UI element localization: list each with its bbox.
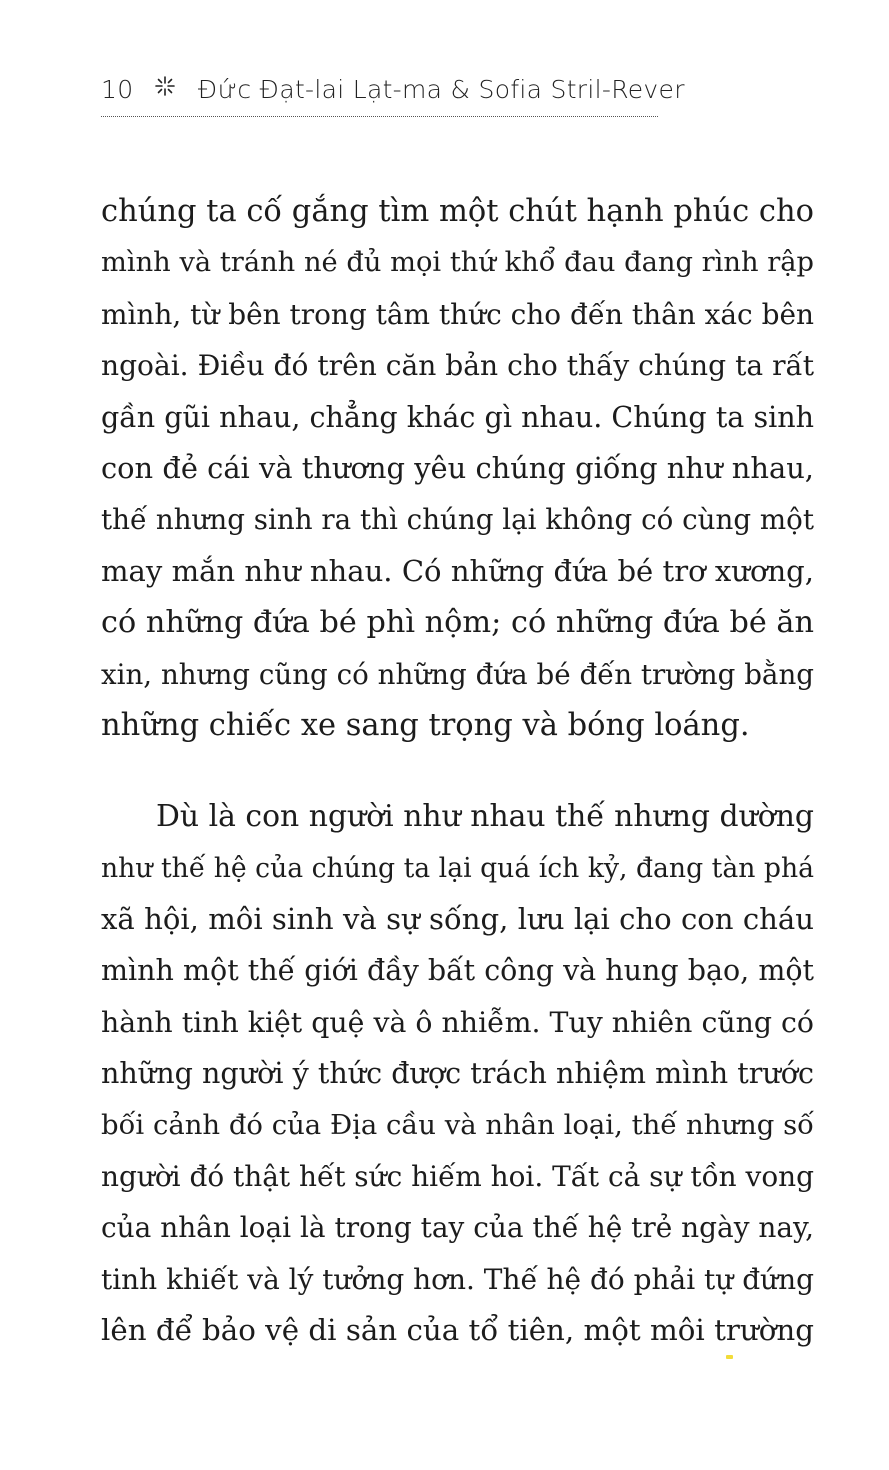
- page-number: 10: [101, 75, 134, 104]
- text-line: chúng ta cố gắng tìm một chút hạnh phúc cho: [101, 194, 814, 229]
- running-title: Đức Đạt-lai Lạt-ma & Sofia Stril-Rever: [197, 75, 685, 104]
- text-line: của nhân loại là trong tay của thế hệ trẻ ngày nay,: [101, 1211, 814, 1245]
- text-line: may mắn như nhau. Có những đứa bé trơ xương,: [101, 553, 814, 588]
- text-line: con đẻ cái và thương yêu chúng giống như nhau,: [101, 450, 814, 485]
- paragraph-1: [101, 186, 814, 751]
- text-line: thế nhưng sinh ra thì chúng lại không có cùng một: [101, 503, 814, 537]
- text-line: mình, từ bên trong tâm thức cho đến thân xác bên: [101, 297, 814, 331]
- text-line: những người ý thức được trách nhiệm mình trước: [101, 1056, 814, 1091]
- text-line: Dù là con người như nhau thế nhưng dường: [156, 799, 814, 835]
- text-line: xin, nhưng cũng có những đứa bé đến trường bằng: [101, 657, 814, 691]
- text-line: có những đứa bé phì nộm; có những đứa bé ăn: [101, 605, 814, 641]
- running-header: [101, 72, 685, 108]
- text-line: mình một thế giới đầy bất công và hung bạo, một: [101, 954, 814, 988]
- text-line: lên để bảo vệ di sản của tổ tiên, một môi trường: [101, 1313, 814, 1348]
- text-line: người đó thật hết sức hiếm hoi. Tất cả sự tồn vong: [101, 1160, 814, 1194]
- text-line: mình và tránh né đủ mọi thứ khổ đau đang rình rập: [101, 247, 814, 279]
- header-divider: [101, 116, 658, 117]
- body-text: [101, 186, 814, 1357]
- text-line: những chiếc xe sang trọng và bóng loáng.: [101, 707, 750, 743]
- text-line: bối cảnh đó của Địa cầu và nhân loại, thế nhưng số: [101, 1108, 814, 1141]
- text-line: ngoài. Điều đó trên căn bản cho thấy chúng ta rất: [101, 349, 814, 383]
- text-line: xã hội, môi sinh và sự sống, lưu lại cho con cháu: [101, 902, 814, 937]
- text-line: như thế hệ của chúng ta lại quá ích kỷ, đang tàn phá: [101, 852, 814, 884]
- asterisk-ornament-icon: [154, 71, 176, 107]
- text-line: gần gũi nhau, chẳng khác gì nhau. Chúng ta sinh: [101, 399, 814, 434]
- text-line: hành tinh kiệt quệ và ô nhiễm. Tuy nhiên cũng có: [101, 1005, 814, 1039]
- scan-speck: [726, 1355, 733, 1359]
- paragraph-2: [101, 791, 814, 1356]
- text-line: tinh khiết và lý tưởng hơn. Thế hệ đó phải tự đứng: [101, 1262, 814, 1296]
